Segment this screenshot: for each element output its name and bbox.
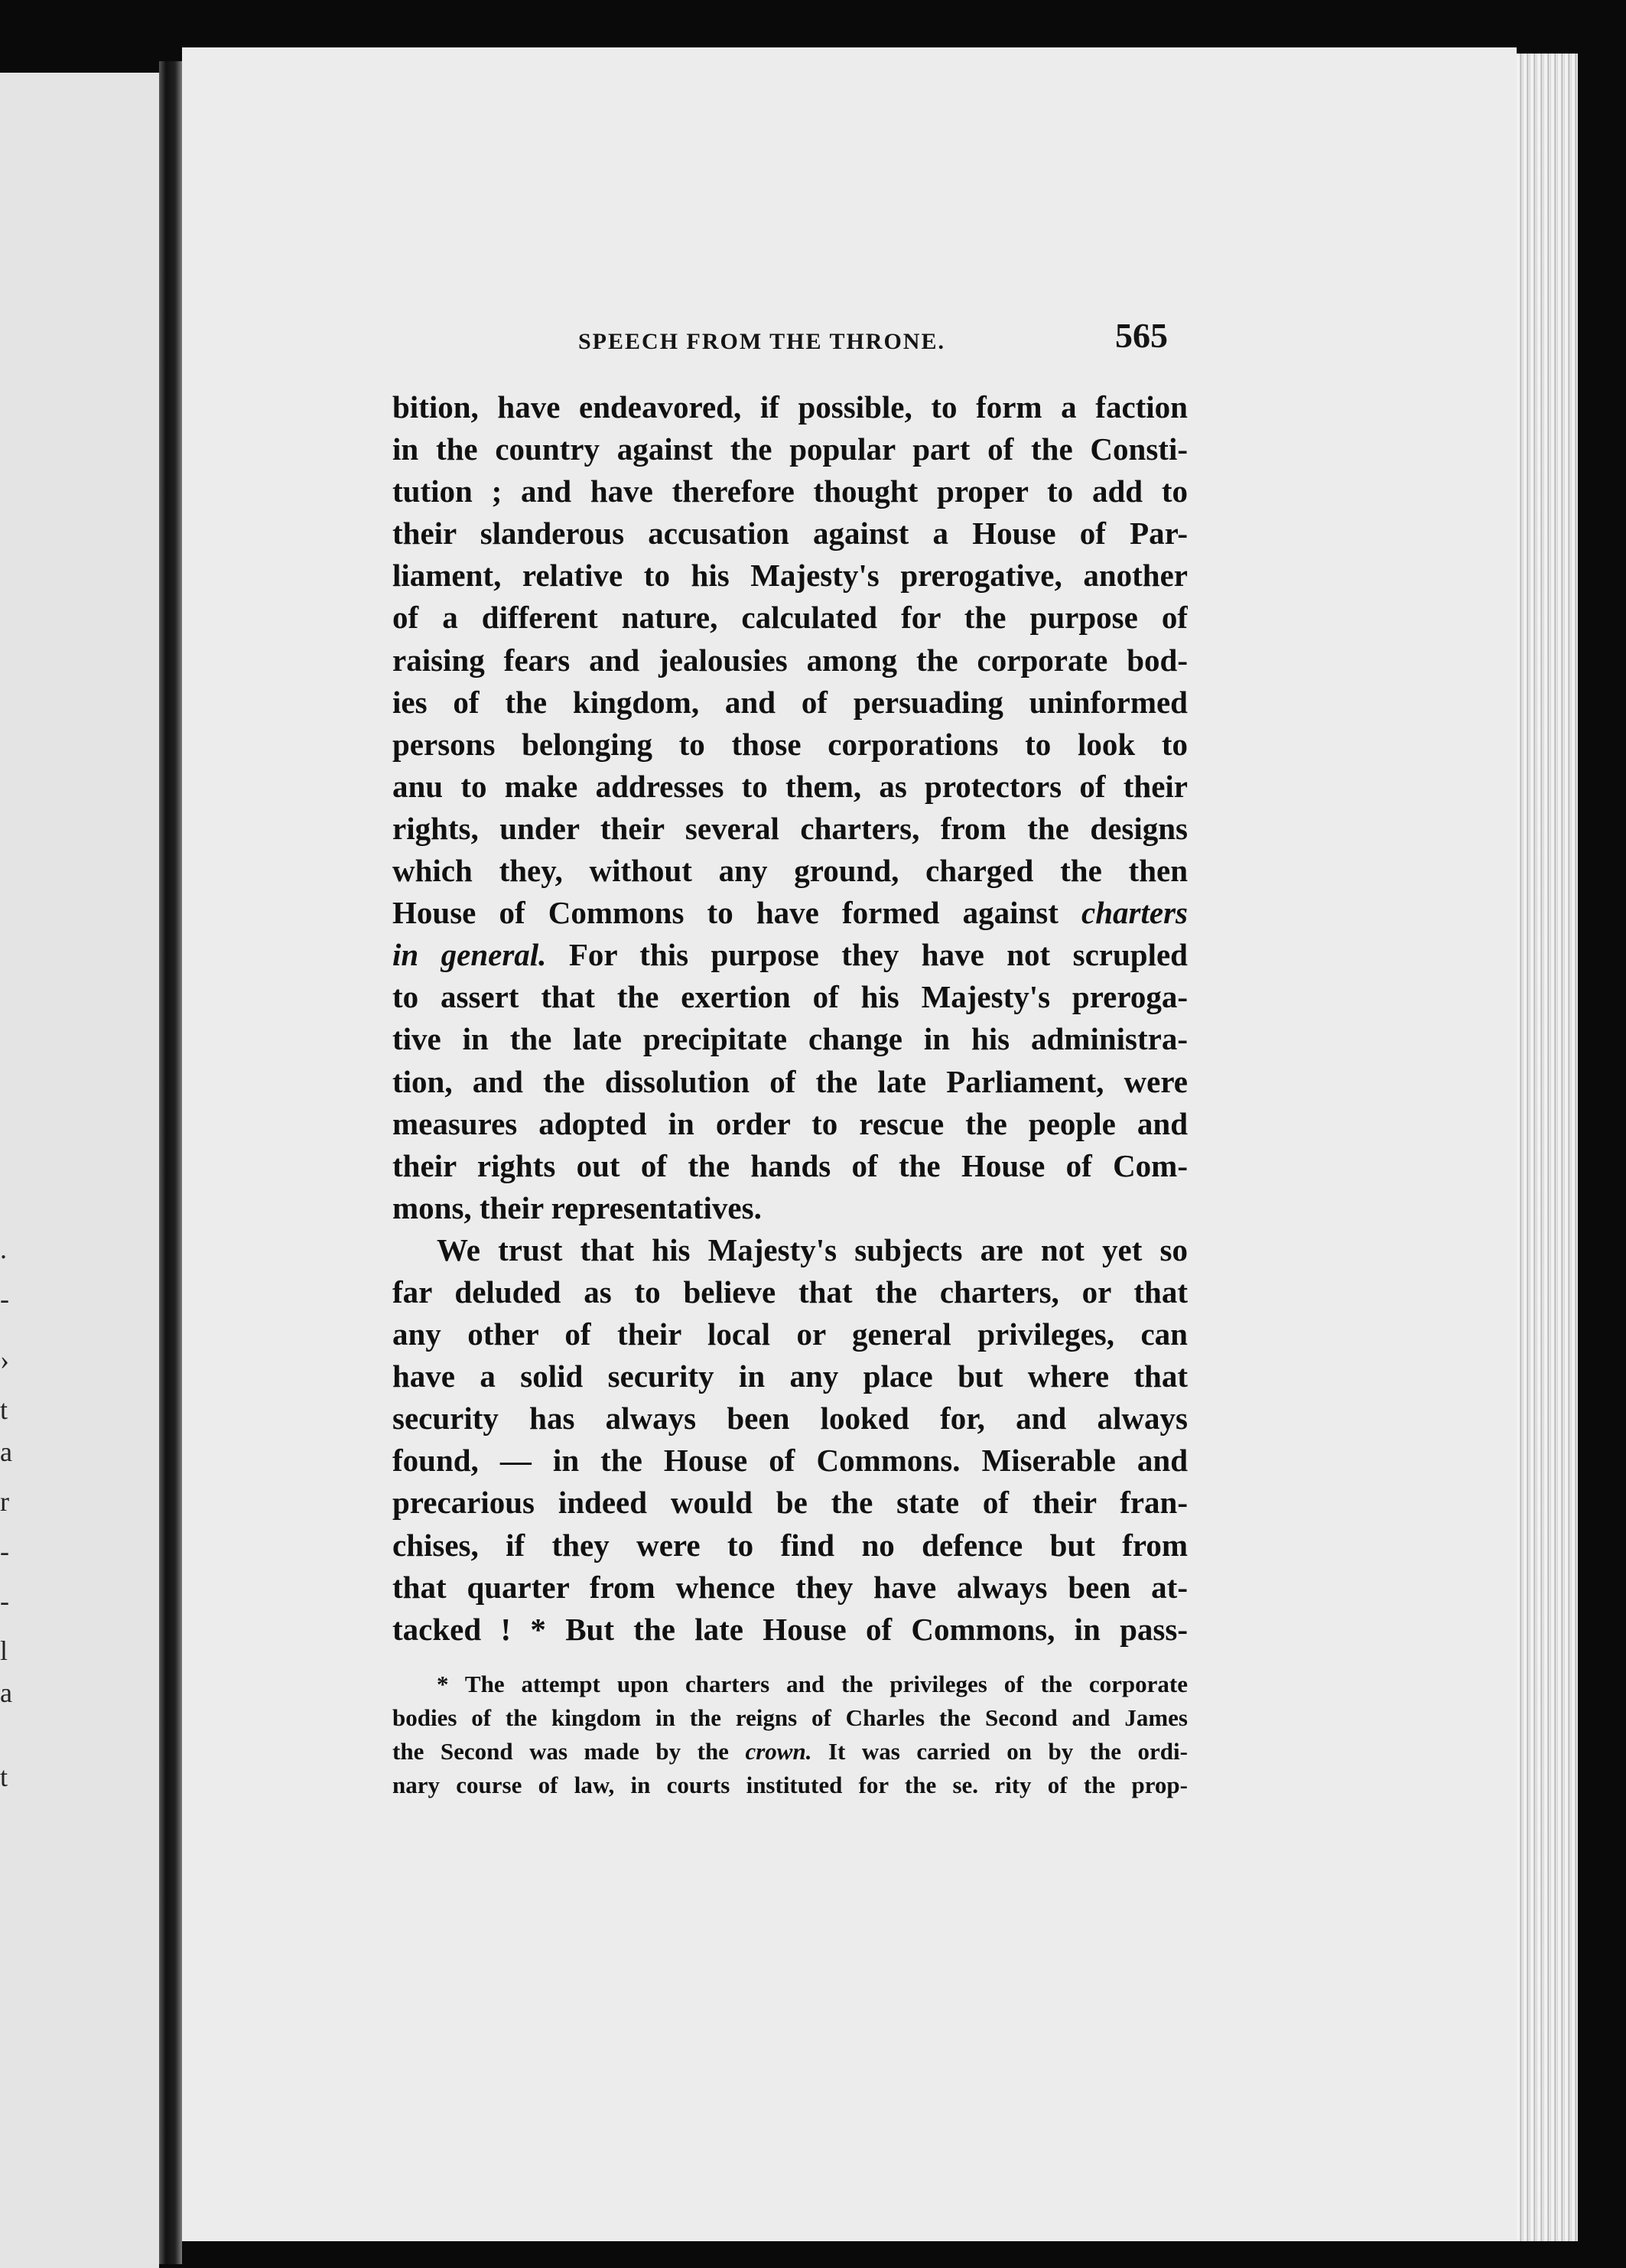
margin-mark: . — [0, 1234, 7, 1264]
page-edges — [1517, 54, 1578, 2241]
text-line: chises, if they were to find no defence but from — [392, 1527, 1188, 1563]
running-head: SPEECH FROM THE THRONE. — [578, 329, 945, 354]
margin-mark: t — [0, 1394, 8, 1425]
book-gutter — [159, 61, 182, 2264]
text-line: to assert that the exertion of his Majesty's preroga- — [392, 979, 1188, 1015]
footnote-line: nary course of law, in courts instituted for the se. rity of the prop- — [392, 1772, 1188, 1798]
text-line: liament, relative to his Majesty's prerogative, another — [392, 558, 1188, 594]
text-line: their rights out of the hands of the House of Com- — [392, 1147, 1188, 1183]
margin-mark: - — [0, 1536, 9, 1567]
text-line: have a solid security in any place but where that — [392, 1359, 1188, 1394]
footnote — [392, 1668, 1188, 1802]
text-line: far deluded as to believe that the charters, or that — [392, 1274, 1188, 1310]
text-line: in the country against the popular part of the Consti- — [392, 431, 1188, 467]
text-line: raising fears and jealousies among the corporate bod- — [392, 642, 1188, 678]
text-line: in general. For this purpose they have not scrupled — [392, 937, 1188, 973]
text-line: bition, have endeavored, if possible, to form a faction — [392, 389, 1188, 425]
text-line: House of Commons to have formed against charters — [392, 895, 1188, 931]
margin-mark: - — [0, 1284, 9, 1314]
text-line: ies of the kingdom, and of persuading uninformed — [392, 684, 1188, 720]
text-line: any other of their local or general privileges, can — [392, 1316, 1188, 1352]
text-line: tacked ! * But the late House of Commons, in pass- — [392, 1611, 1188, 1647]
footnote-line: the Second was made by the crown. It was carried on by the ordi- — [392, 1738, 1188, 1765]
text-line: rights, under their several charters, from the designs — [392, 810, 1188, 846]
text-line: of a different nature, calculated for the purpose of — [392, 600, 1188, 636]
left-page-edge — [0, 73, 159, 2268]
text-line: that quarter from whence they have always been at- — [392, 1569, 1188, 1605]
margin-mark: l — [0, 1635, 8, 1666]
margin-mark: r — [0, 1486, 9, 1517]
text-line: their slanderous accusation against a House of Par- — [392, 516, 1188, 552]
text-line: precarious indeed would be the state of their fran- — [392, 1485, 1188, 1521]
body-text — [392, 386, 1188, 1651]
text-line: which they, without any ground, charged the then — [392, 853, 1188, 889]
text-line: tion, and the dissolution of the late Parliament, were — [392, 1063, 1188, 1099]
text-line: tution ; and have therefore thought proper to add to — [392, 473, 1188, 509]
text-line: found, — in the House of Commons. Miserable and — [392, 1443, 1188, 1479]
margin-mark: › — [0, 1345, 9, 1375]
text-line: mons, their representatives. — [392, 1189, 762, 1225]
margin-mark: t — [0, 1762, 8, 1792]
scan-background — [1578, 0, 1626, 2268]
margin-mark: a — [0, 1677, 12, 1708]
text-line: measures adopted in order to rescue the people and — [392, 1105, 1188, 1141]
text-line: tive in the late precipitate change in his administra- — [392, 1021, 1188, 1057]
footnote-line: * The attempt upon charters and the privileges of the corporate — [437, 1671, 1188, 1697]
text-line: security has always been looked for, and always — [392, 1401, 1188, 1437]
footnote-line: bodies of the kingdom in the reigns of Charles the Second and James — [392, 1704, 1188, 1731]
margin-mark: - — [0, 1586, 9, 1616]
text-line: anu to make addresses to them, as protectors of their — [392, 768, 1188, 804]
margin-mark: a — [0, 1437, 12, 1467]
text-line: persons belonging to those corporations to look to — [392, 726, 1188, 762]
page-number: 565 — [1115, 316, 1168, 355]
text-line: We trust that his Majesty's subjects are not yet so — [437, 1232, 1188, 1267]
